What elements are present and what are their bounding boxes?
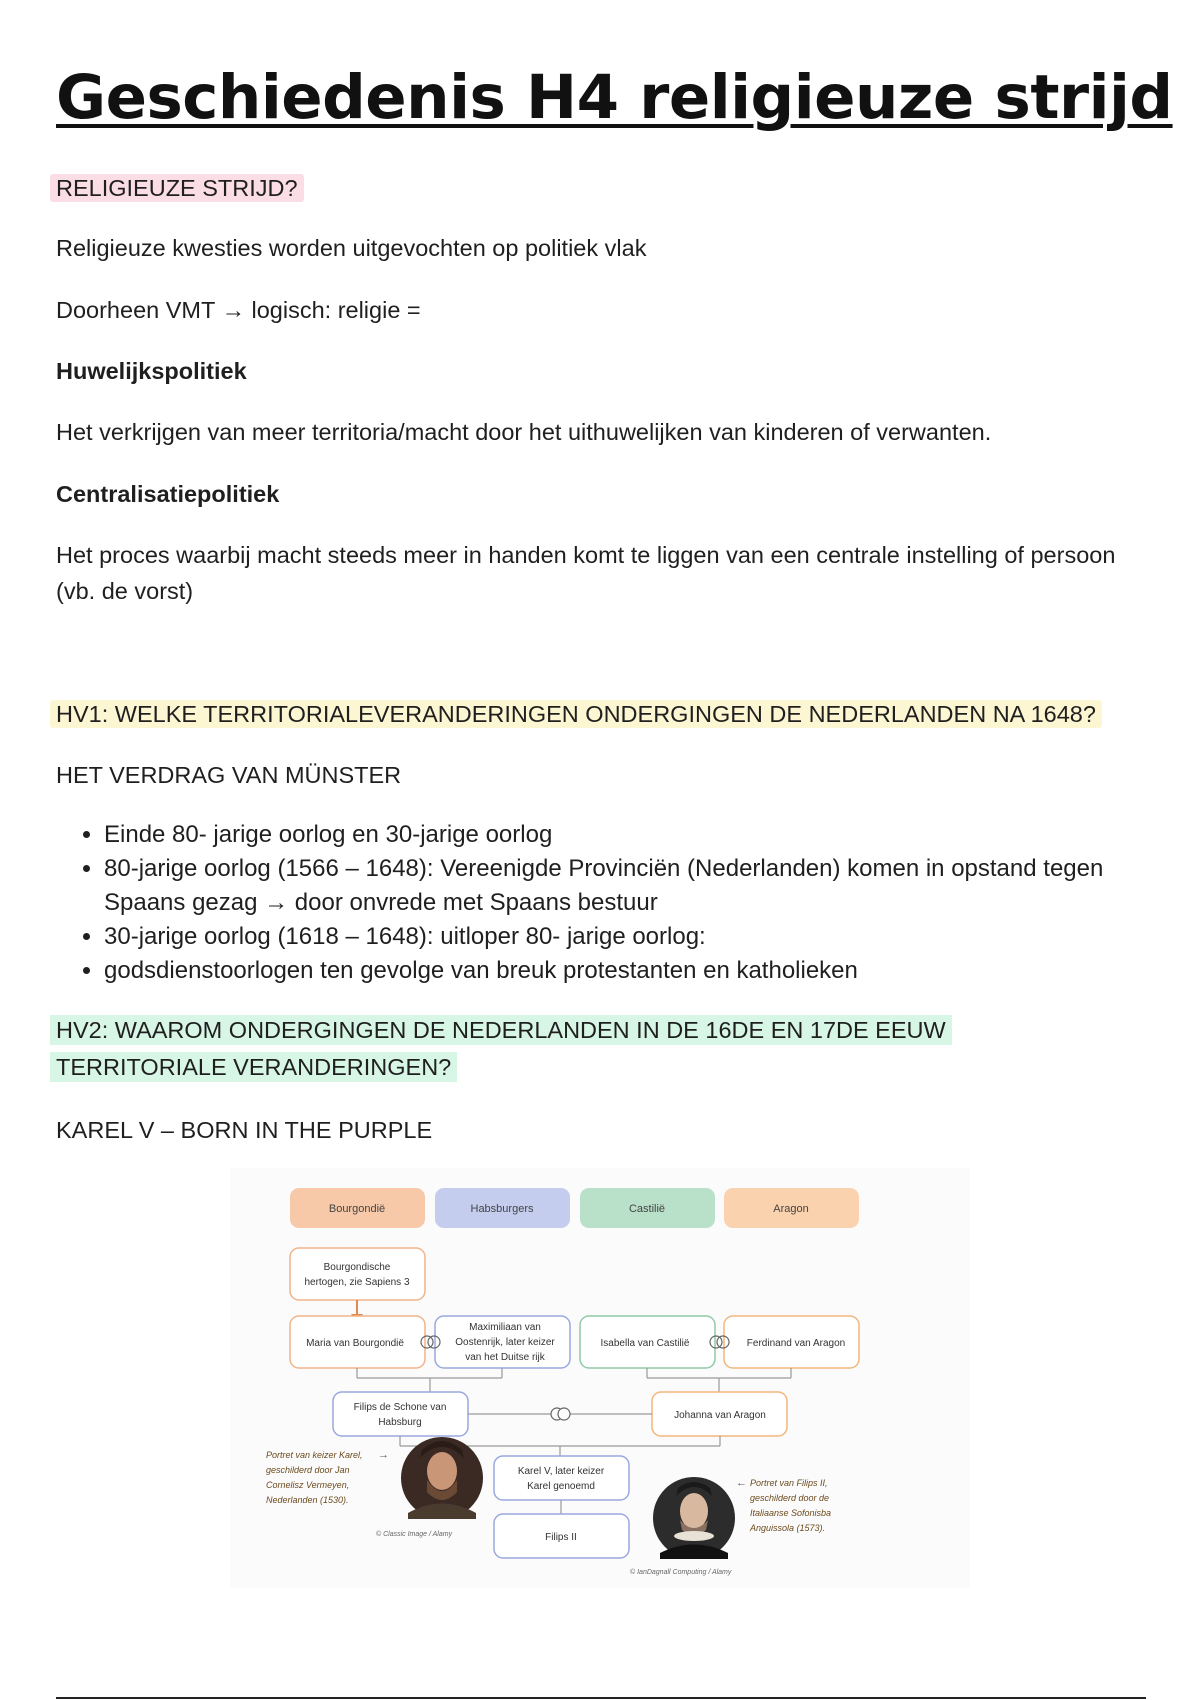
svg-text:Bourgondische: Bourgondische [323, 1262, 391, 1273]
house-label-castilie: Castilië [628, 1203, 666, 1215]
credit-left: © Classic Image / Alamy [376, 1531, 453, 1538]
arrow-left-icon: ← [736, 1477, 747, 1489]
section-heading-religieuze-strijd: RELIGIEUZE STRIJD? [56, 170, 304, 206]
svg-text:Filips de Schone van: Filips de Schone van [353, 1402, 447, 1413]
term-centralisatiepolitiek: Centralisatiepolitiek [56, 481, 280, 507]
box-filips-de-schone [333, 1392, 468, 1436]
svg-text:hertogen, zie Sapiens 3: hertogen, zie Sapiens 3 [304, 1277, 410, 1288]
svg-text:Johanna van Aragon: Johanna van Aragon [674, 1410, 766, 1421]
footer-divider [56, 1697, 1146, 1699]
box-bourgondische-hertogen [290, 1248, 425, 1300]
svg-text:van het Duitse rijk: van het Duitse rijk [465, 1352, 545, 1363]
caption-left: Portret van keizer Karel, geschilderd door Jan Cornelisz Vermeyen, Nederlanden (1530). [266, 1450, 363, 1505]
section-heading-hv1: HV1: WELKE TERRITORIALEVERANDERINGEN ONDERGINGEN DE NEDERLANDEN NA 1648? [56, 696, 1102, 732]
term-huwelijkspolitiek: Huwelijkspolitiek [56, 358, 247, 384]
subheading-verdrag-van-munster: HET VERDRAG VAN MÜNSTER [56, 762, 402, 788]
page-title: Geschiedenis H4 religieuze strijd [56, 62, 1173, 133]
svg-text:Isabella van Castilië: Isabella van Castilië [600, 1338, 690, 1349]
credit-right: © IanDagnall Computing / Alamy [630, 1569, 732, 1576]
svg-text:Maria van Bourgondië: Maria van Bourgondië [306, 1338, 404, 1349]
svg-text:Habsburg: Habsburg [378, 1417, 422, 1428]
portrait-karel-v [401, 1437, 483, 1519]
box-karel-v [494, 1456, 629, 1500]
house-label-habsburgers: Habsburgers [470, 1203, 534, 1215]
list-item: • 30-jarige oorlog (1618 – 1648): uitloper 80- jarige oorlog: [104, 920, 1154, 954]
svg-text:Maximiliaan van: Maximiliaan van [469, 1322, 541, 1333]
arrow-right-icon: → [378, 1449, 389, 1461]
paragraph-religieuze-kwesties: Religieuze kwesties worden uitgevochten op politiek vlak [56, 235, 647, 261]
paragraph-doorheen-vmt: Doorheen VMT → logisch: religie = [56, 297, 421, 323]
svg-text:Oostenrijk, later keizer: Oostenrijk, later keizer [455, 1337, 555, 1348]
family-tree-diagram [230, 1168, 970, 1588]
definition-huwelijkspolitiek: Het verkrijgen van meer territoria/macht door het uithuwelijken van kinderen of verwanten. [56, 419, 992, 445]
list-item: • Einde 80- jarige oorlog en 30-jarige oorlog [104, 818, 1154, 852]
list-item: • 80-jarige oorlog (1566 – 1648): Vereenigde Provinciën (Nederlanden) komen in opstand tegen Spaans gezag → door onvrede met Spaans bestuur [104, 852, 1154, 920]
bullet-list-hv1 [70, 818, 1154, 988]
definition-centralisatiepolitiek: Het proces waarbij macht steeds meer in handen komt te liggen van een centrale instelling of persoon (vb. de vorst) [56, 542, 1116, 604]
svg-text:Karel genoemd: Karel genoemd [527, 1481, 595, 1492]
svg-text:Ferdinand van Aragon: Ferdinand van Aragon [746, 1338, 846, 1349]
house-label-bourgondie: Bourgondië [328, 1203, 386, 1215]
caption-right: Portret van Filips II, geschilderd door de Italiaanse Sofonisba Anguissola (1573). [750, 1478, 832, 1533]
svg-text:Filips II: Filips II [545, 1532, 577, 1543]
marriage-rings-icon [551, 1408, 570, 1420]
house-label-aragon: Aragon [773, 1203, 809, 1215]
svg-text:Karel V, later keizer: Karel V, later keizer [517, 1466, 605, 1477]
section-heading-hv2: HV2: WAAROM ONDERGINGEN DE NEDERLANDEN IN DE 16DE EN 17DE EEUW TERRITORIALE VERANDERINGEN? [56, 1012, 1116, 1086]
list-item: • godsdienstoorlogen ten gevolge van breuk protestanten en katholieken [104, 954, 1154, 988]
subheading-karel-v: KAREL V – BORN IN THE PURPLE [56, 1117, 433, 1143]
portrait-filips-ii [653, 1477, 735, 1559]
